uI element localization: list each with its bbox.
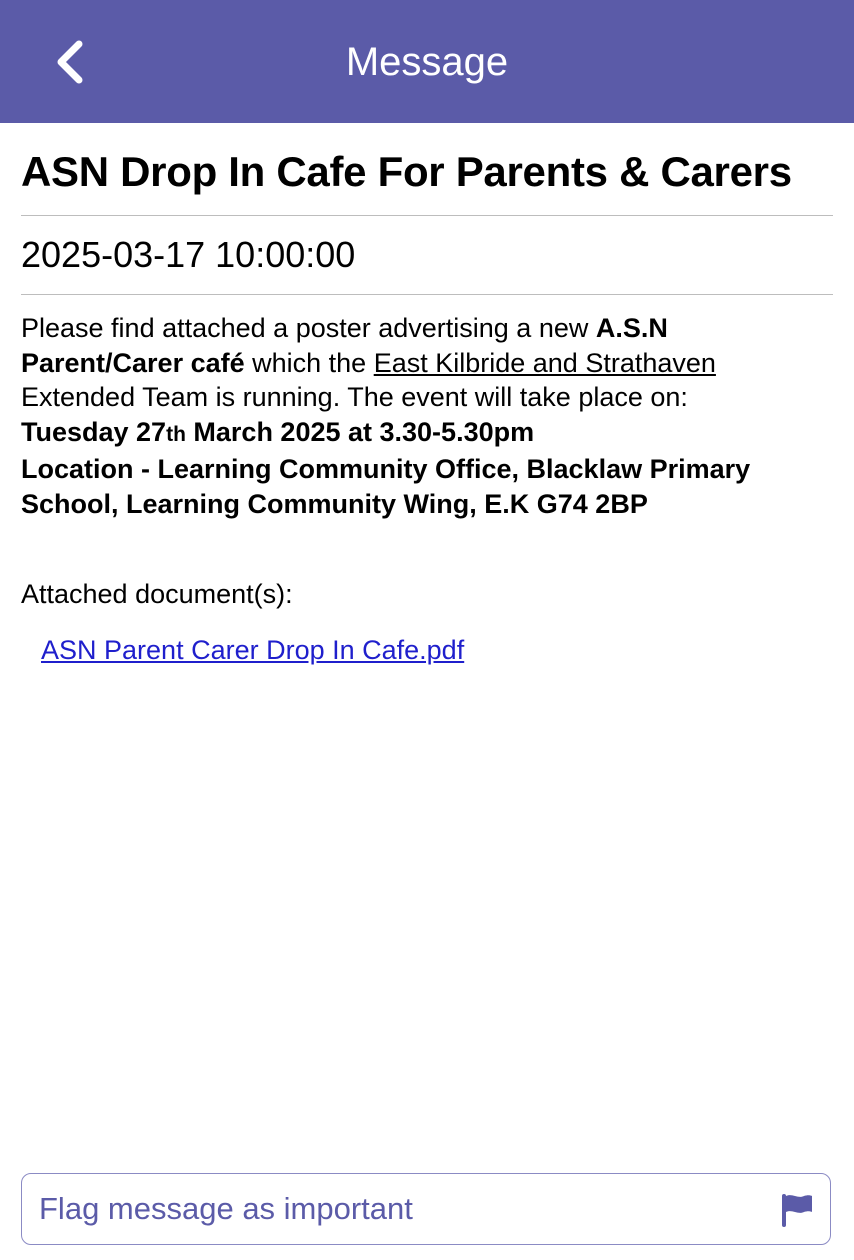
body-cafe-name: A.S.N Parent/Carer café xyxy=(21,313,668,378)
body-team-name: East Kilbride and Strathaven xyxy=(373,347,716,378)
event-location: Location - Learning Community Office, Blacklaw Primary School, Learning Community Wing, E.K G74 2BP xyxy=(21,454,751,519)
event-date-suffix: th xyxy=(166,422,186,446)
message-title: ASN Drop In Cafe For Parents & Carers xyxy=(21,148,792,195)
message-paragraph xyxy=(21,311,833,415)
body-rest: Extended Team is running. The event will take place on: xyxy=(21,382,688,412)
message-date: 2025-03-17 10:00:00 xyxy=(21,234,356,275)
attachments-label: Attached document(s): xyxy=(21,579,293,609)
flag-message-button[interactable] xyxy=(21,1173,831,1245)
app-header xyxy=(0,0,854,123)
body-which-the: which the xyxy=(244,347,374,378)
event-date-part: Tuesday 27 xyxy=(21,416,167,447)
message-content xyxy=(21,123,833,667)
attachment-link[interactable]: ASN Parent Carer Drop In Cafe.pdf xyxy=(41,635,465,665)
flag-message-label: Flag message as important xyxy=(39,1191,413,1226)
event-date-line xyxy=(21,415,833,453)
page-title: Message xyxy=(345,40,509,84)
event-date-time: March 2025 at 3.30-5.30pm xyxy=(185,416,535,447)
body-intro: Please find attached a poster advertising a new xyxy=(21,313,596,343)
message-body xyxy=(21,295,833,521)
flag-icon xyxy=(780,1192,814,1228)
